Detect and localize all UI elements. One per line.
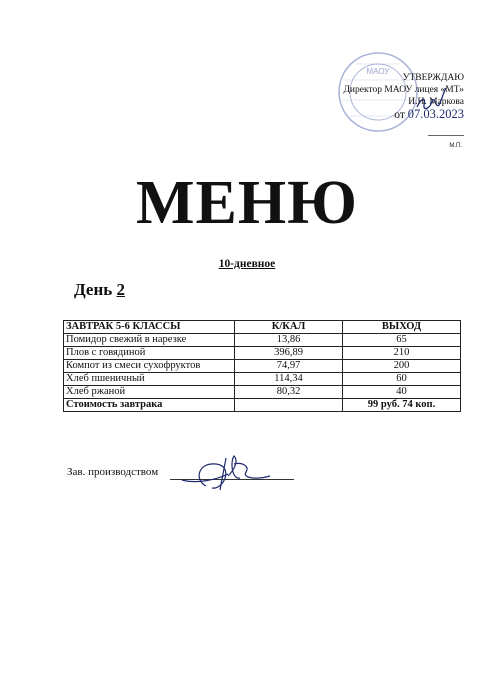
dish-yield: 210	[343, 347, 461, 360]
approval-date: 07.03.2023	[407, 107, 464, 121]
header-meal: ЗАВТРАК 5-6 КЛАССЫ	[64, 321, 235, 334]
table-row	[64, 386, 461, 399]
director-signature-image	[414, 85, 448, 117]
dish-name: Хлеб ржаной	[64, 386, 235, 399]
production-manager-label: Зав. производством	[67, 466, 159, 478]
dish-yield: 40	[343, 386, 461, 399]
header-yield: ВЫХОД	[343, 321, 461, 334]
day-heading	[74, 280, 125, 300]
table-row	[64, 347, 461, 360]
table-total-row	[64, 399, 461, 412]
dish-name: Плов с говядиной	[64, 347, 235, 360]
dish-name: Помидор свежий в нарезке	[64, 334, 235, 347]
stamp-label: М.П.	[449, 143, 462, 149]
approval-name: И.Н. Маркова	[408, 97, 464, 107]
total-label: Стоимость завтрака	[64, 399, 235, 412]
page-title: МЕНЮ	[136, 169, 358, 237]
manager-signature-image	[176, 450, 276, 496]
dish-yield: 60	[343, 373, 461, 386]
table-row	[64, 373, 461, 386]
page-subtitle: 10-дневное	[218, 258, 276, 270]
dish-name: Хлеб пшеничный	[64, 373, 235, 386]
dish-kcal: 74,97	[235, 360, 343, 373]
menu-table	[63, 320, 461, 412]
dish-name: Компот из смеси сухофруктов	[64, 360, 235, 373]
total-value: 99 руб. 74 коп.	[343, 399, 461, 412]
dish-kcal: 114,34	[235, 373, 343, 386]
approval-position: Директор МАОУ лицея «МТ»	[343, 85, 464, 95]
seal-label: МАОУ	[366, 67, 390, 76]
table-header-row	[64, 321, 461, 334]
header-kcal: К/КАЛ	[235, 321, 343, 334]
dish-kcal: 80,32	[235, 386, 343, 399]
stamp-rule	[428, 135, 464, 136]
total-empty-cell	[235, 399, 343, 412]
dish-kcal: 396,89	[235, 347, 343, 360]
approval-title: УТВЕРЖДАЮ	[402, 73, 464, 83]
day-label: День	[74, 280, 113, 299]
table-row	[64, 360, 461, 373]
dish-kcal: 13,86	[235, 334, 343, 347]
table-row	[64, 334, 461, 347]
approval-date-prefix: от	[394, 109, 405, 121]
dish-yield: 200	[343, 360, 461, 373]
day-number: 2	[116, 280, 125, 299]
dish-yield: 65	[343, 334, 461, 347]
